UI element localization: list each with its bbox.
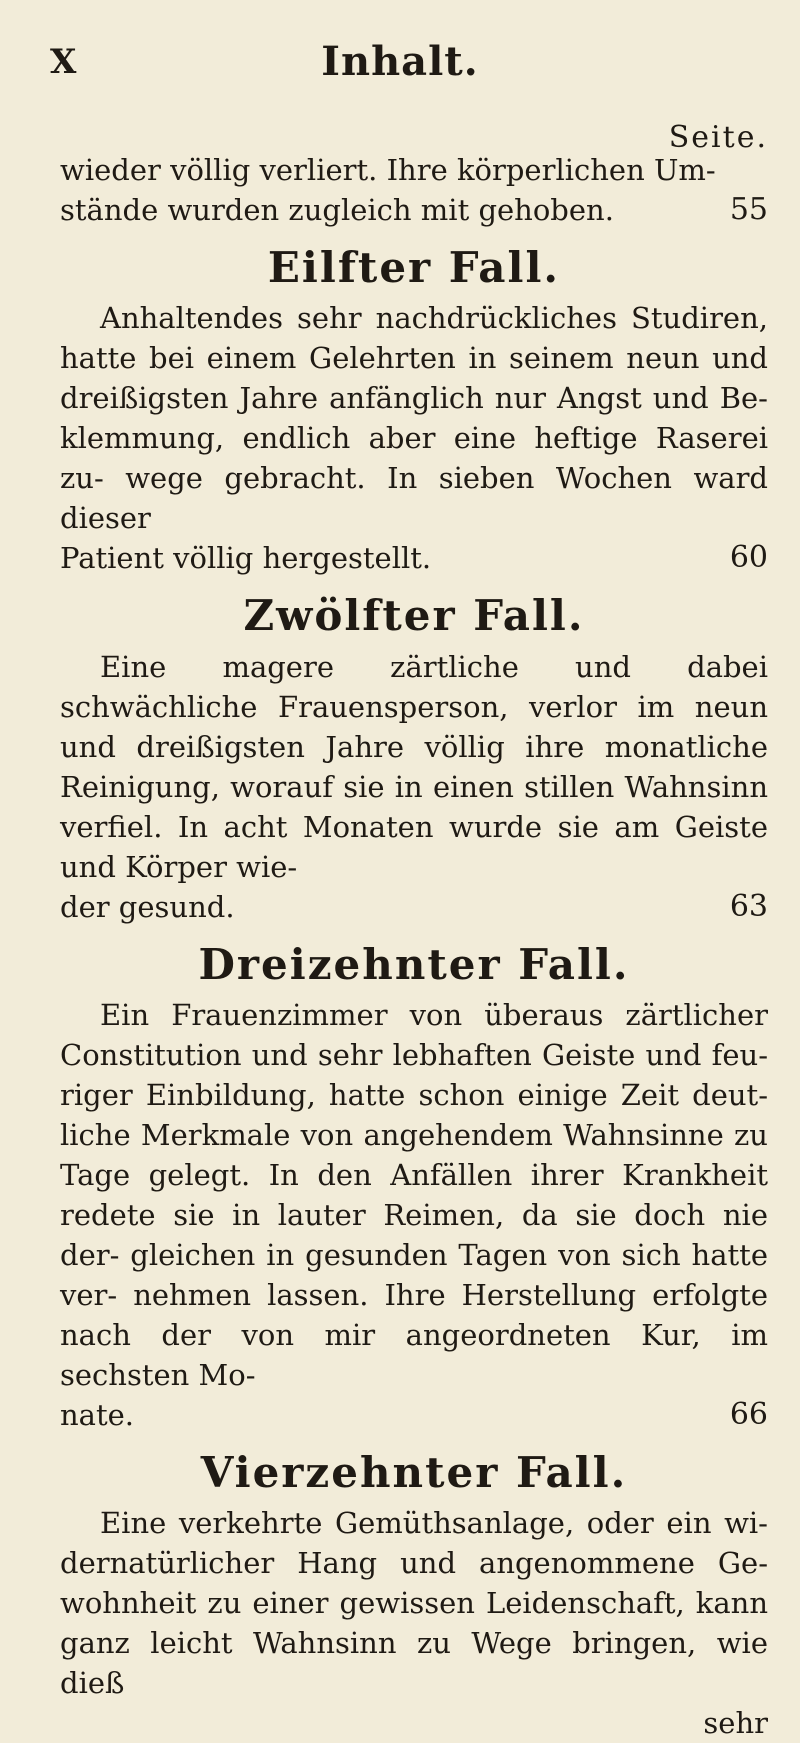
entry-last-line [60,887,768,927]
entry-text: wieder völlig verliert. Ihre körperlichen Um- [60,153,716,187]
entry-page-number: 63 [729,888,768,924]
entry-last-line [60,538,768,578]
entry-text: Ein Frauenzimmer von überaus zärtlicher Constitution und sehr lebhaften Geiste und feu- riger Einbildung, hatte schon einige Zeit deut- liche Merkmale von angehendem Wahnsinne zu Tage gelegt. In den Anfällen ihrer Krankheit redete sie in lauter Reimen, da sie doch nie der- gleichen in gesunden Tagen von sich hatte ver- nehmen lassen. Ihre Herstellung erfolgte nach der von mir angeordneten Kur, im sechsten Mo- [60,997,768,1392]
entry-page-number: 60 [729,540,768,576]
entry-text: Eine magere zärtliche und dabei schwächliche Frauensperson, verlor im neun und dreißigsten Jahre völlig ihre monatliche Reinigung, worauf sie in einen stillen Wahnsinn verfiel. In acht Monaten wurde sie am Geiste und Körper wie- [60,649,768,884]
table-of-contents [60,150,768,1743]
page-title: Inhalt. [321,38,479,85]
page-number: X [50,42,77,82]
toc-entry [60,1449,768,1743]
entry-heading: Zwölfter Fall. [243,591,585,641]
page-column-label: Seite. [668,120,768,155]
entry-page-number: 55 [729,192,768,227]
running-header [0,32,800,85]
entry-text: Anhaltendes sehr nachdrückliches Studiren, hatte bei einem Gelehrten in seinem neun und dreißigsten Jahre anfänglich nur Angst und Be- klemmung, endlich aber eine heftige Raserei zu- wege gebracht. In sieben Wochen ward dieser [60,301,768,536]
toc-entry [60,150,768,230]
entry-text: Eine verkehrte Gemüthsanlage, oder ein wi- dernatürlicher Hang und angenommene Ge- wohnheit zu einer gewissen Leidenschaft, kann ganz leicht Wahnsinn zu Wege bringen, wie dieß [60,1506,768,1701]
entry-heading: Eilfter Fall. [267,243,561,292]
entry-last-line [60,1395,768,1435]
entry-last-text: stände wurden zugleich mit gehoben. [60,193,614,227]
catchword: sehr [703,1706,768,1741]
entry-heading: Dreizehnter Fall. [198,939,630,989]
entry-last-line [60,1703,768,1743]
entry-last-line [60,190,768,230]
entry-last-text: der gesund. [60,889,235,924]
toc-entry [60,941,768,1435]
toc-entry [60,244,768,578]
entry-heading: Vierzehnter Fall. [200,1447,628,1497]
toc-entry [60,592,768,926]
entry-last-text: nate. [60,1397,135,1432]
entry-last-text: Patient völlig hergestellt. [60,541,432,576]
entry-page-number: 66 [729,1396,768,1432]
